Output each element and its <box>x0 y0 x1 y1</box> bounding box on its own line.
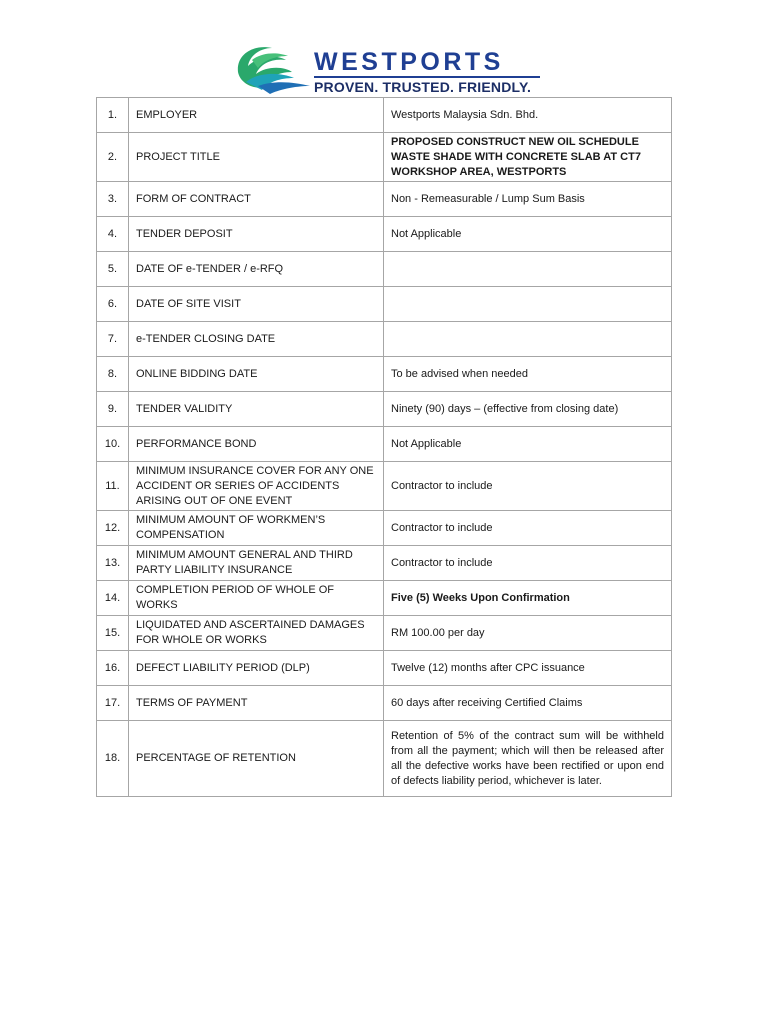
field-value: Non - Remeasurable / Lump Sum Basis <box>384 182 672 217</box>
field-value: Retention of 5% of the contract sum will be withheld from all the payment; which will then be released after all the defective works have been rectified or upon end of defects liability period, whichever is later. <box>384 721 672 797</box>
row-number: 14. <box>97 581 129 616</box>
field-value: Not Applicable <box>384 427 672 462</box>
field-value: RM 100.00 per day <box>384 616 672 651</box>
brand-name: WESTPORTS <box>314 48 504 76</box>
field-value: PROPOSED CONSTRUCT NEW OIL SCHEDULE WASTE SHADE WITH CONCRETE SLAB AT CT7 WORKSHOP AREA, WESTPORTS <box>384 133 672 182</box>
row-number: 1. <box>97 98 129 133</box>
field-label: DEFECT LIABILITY PERIOD (DLP) <box>129 651 384 686</box>
field-label: MINIMUM AMOUNT GENERAL AND THIRD PARTY LIABILITY INSURANCE <box>129 546 384 581</box>
field-value: Not Applicable <box>384 217 672 252</box>
table-row <box>97 651 672 686</box>
field-value: Contractor to include <box>384 462 672 511</box>
table-row <box>97 217 672 252</box>
table-row <box>97 427 672 462</box>
row-number: 17. <box>97 686 129 721</box>
field-label: DATE OF SITE VISIT <box>129 287 384 322</box>
field-value: Contractor to include <box>384 511 672 546</box>
table-row <box>97 721 672 797</box>
field-value: Contractor to include <box>384 546 672 581</box>
field-value: Westports Malaysia Sdn. Bhd. <box>384 98 672 133</box>
field-value <box>384 322 672 357</box>
row-number: 10. <box>97 427 129 462</box>
field-label: FORM OF CONTRACT <box>129 182 384 217</box>
field-label: TERMS OF PAYMENT <box>129 686 384 721</box>
table-row <box>97 133 672 182</box>
row-number: 6. <box>97 287 129 322</box>
row-number: 11. <box>97 462 129 511</box>
table-row <box>97 462 672 511</box>
table-row <box>97 392 672 427</box>
field-label: COMPLETION PERIOD OF WHOLE OF WORKS <box>129 581 384 616</box>
tender-details-table <box>96 97 672 797</box>
row-number: 15. <box>97 616 129 651</box>
field-label: PERCENTAGE OF RETENTION <box>129 721 384 797</box>
wave-logo-icon <box>228 42 312 96</box>
row-number: 3. <box>97 182 129 217</box>
field-value: Five (5) Weeks Upon Confirmation <box>384 581 672 616</box>
field-value <box>384 287 672 322</box>
field-label: e-TENDER CLOSING DATE <box>129 322 384 357</box>
table-row <box>97 182 672 217</box>
table-row <box>97 581 672 616</box>
field-value: 60 days after receiving Certified Claims <box>384 686 672 721</box>
field-label: EMPLOYER <box>129 98 384 133</box>
table-row <box>97 322 672 357</box>
table-row <box>97 546 672 581</box>
field-value: Twelve (12) months after CPC issuance <box>384 651 672 686</box>
row-number: 9. <box>97 392 129 427</box>
table-row <box>97 616 672 651</box>
table-row <box>97 686 672 721</box>
row-number: 2. <box>97 133 129 182</box>
row-number: 12. <box>97 511 129 546</box>
field-label: MINIMUM INSURANCE COVER FOR ANY ONE ACCIDENT OR SERIES OF ACCIDENTS ARISING OUT OF ONE EVENT <box>129 462 384 511</box>
table-row <box>97 287 672 322</box>
row-number: 13. <box>97 546 129 581</box>
field-label: DATE OF e-TENDER / e-RFQ <box>129 252 384 287</box>
field-label: ONLINE BIDDING DATE <box>129 357 384 392</box>
field-label: PERFORMANCE BOND <box>129 427 384 462</box>
table-row <box>97 357 672 392</box>
field-label: MINIMUM AMOUNT OF WORKMEN’S COMPENSATION <box>129 511 384 546</box>
field-label: TENDER VALIDITY <box>129 392 384 427</box>
row-number: 5. <box>97 252 129 287</box>
row-number: 18. <box>97 721 129 797</box>
table-row <box>97 252 672 287</box>
field-label: LIQUIDATED AND ASCERTAINED DAMAGES FOR WHOLE OR WORKS <box>129 616 384 651</box>
westports-logo <box>228 42 544 96</box>
row-number: 4. <box>97 217 129 252</box>
field-value: To be advised when needed <box>384 357 672 392</box>
table-row <box>97 98 672 133</box>
row-number: 8. <box>97 357 129 392</box>
table-row <box>97 511 672 546</box>
row-number: 7. <box>97 322 129 357</box>
field-value <box>384 252 672 287</box>
row-number: 16. <box>97 651 129 686</box>
field-label: TENDER DEPOSIT <box>129 217 384 252</box>
brand-tagline: PROVEN. TRUSTED. FRIENDLY. <box>314 79 532 95</box>
brand-underline <box>314 76 540 78</box>
field-label: PROJECT TITLE <box>129 133 384 182</box>
field-value: Ninety (90) days – (effective from closing date) <box>384 392 672 427</box>
